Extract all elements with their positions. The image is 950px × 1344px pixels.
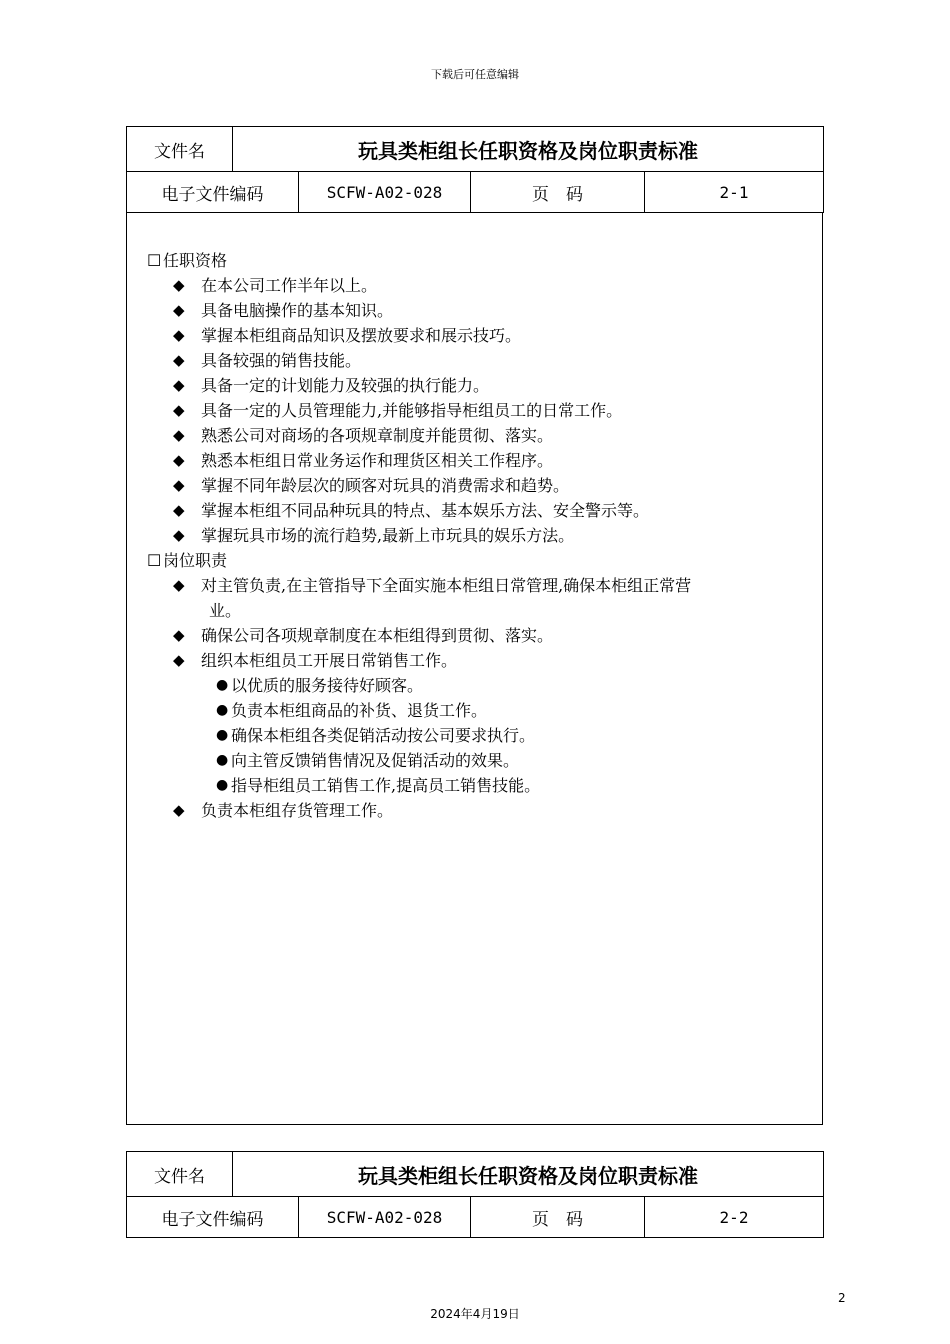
- list-item: ● 指导柜组员工销售工作,提高员工销售技能。: [147, 773, 807, 798]
- list-item: ● 确保本柜组各类促销活动按公司要求执行。: [147, 723, 807, 748]
- list-item: ◆ 熟悉公司对商场的各项规章制度并能贯彻、落实。: [147, 423, 807, 448]
- qualifications-heading: ☐ 任职资格: [147, 248, 807, 273]
- list-item: ◆ 组织本柜组员工开展日常销售工作。: [147, 648, 807, 673]
- duties-list-end: [147, 798, 807, 823]
- code-label: 电子文件编码: [127, 172, 299, 213]
- list-item: ◆ 负责本柜组存货管理工作。: [147, 798, 807, 823]
- list-item: ◆ 对主管负责,在主管指导下全面实施本柜组日常管理,确保本柜组正常营 业。: [147, 573, 807, 623]
- page-label: 页 码: [471, 1197, 645, 1238]
- diamond-icon: ◆: [173, 451, 185, 469]
- diamond-icon: ◆: [173, 626, 185, 644]
- diamond-icon: ◆: [173, 351, 185, 369]
- diamond-icon: ◆: [173, 476, 185, 494]
- diamond-icon: ◆: [173, 501, 185, 519]
- page-number: 2: [838, 1291, 846, 1305]
- code-value: SCFW-A02-028: [299, 1197, 471, 1238]
- list-item: ● 向主管反馈销售情况及促销活动的效果。: [147, 748, 807, 773]
- duties-heading: ☐ 岗位职责: [147, 548, 807, 573]
- code-label: 电子文件编码: [127, 1197, 299, 1238]
- list-item: ● 负责本柜组商品的补货、退货工作。: [147, 698, 807, 723]
- list-item: ◆ 具备电脑操作的基本知识。: [147, 298, 807, 323]
- list-item: ◆ 掌握不同年龄层次的顾客对玩具的消费需求和趋势。: [147, 473, 807, 498]
- checkbox-icon: ☐: [147, 551, 162, 570]
- diamond-icon: ◆: [173, 526, 185, 544]
- diamond-icon: ◆: [173, 426, 185, 444]
- header-note: 下载后可任意编辑: [431, 68, 519, 81]
- checkbox-icon: ☐: [147, 251, 162, 270]
- duties-list: [147, 573, 807, 673]
- list-item: ◆ 掌握本柜组商品知识及摆放要求和展示技巧。: [147, 323, 807, 348]
- document-title: 玩具类柜组长任职资格及岗位职责标准: [233, 1152, 824, 1197]
- document-title: 玩具类柜组长任职资格及岗位职责标准: [233, 127, 824, 172]
- diamond-icon: ◆: [173, 801, 185, 819]
- code-value: SCFW-A02-028: [299, 172, 471, 213]
- file-name-label: 文件名: [127, 127, 233, 172]
- diamond-icon: ◆: [173, 576, 185, 594]
- file-name-label: 文件名: [127, 1152, 233, 1197]
- diamond-icon: ◆: [173, 276, 185, 294]
- diamond-icon: ◆: [173, 301, 185, 319]
- list-item: ◆ 具备较强的销售技能。: [147, 348, 807, 373]
- diamond-icon: ◆: [173, 326, 185, 344]
- document-header-table-2: [126, 1151, 824, 1238]
- bullet-dot-icon: ●: [216, 677, 229, 693]
- page-label: 页 码: [471, 172, 645, 213]
- list-item: ◆ 在本公司工作半年以上。: [147, 273, 807, 298]
- page-value: 2-2: [645, 1197, 824, 1238]
- list-item: ● 以优质的服务接待好顾客。: [147, 673, 807, 698]
- list-item: ◆ 掌握本柜组不同品种玩具的特点、基本娱乐方法、安全警示等。: [147, 498, 807, 523]
- bullet-dot-icon: ●: [216, 777, 229, 793]
- diamond-icon: ◆: [173, 401, 185, 419]
- qualifications-list: [147, 273, 807, 548]
- document-body: [126, 212, 823, 1125]
- bullet-dot-icon: ●: [216, 727, 229, 743]
- list-item: ◆ 熟悉本柜组日常业务运作和理货区相关工作程序。: [147, 448, 807, 473]
- list-item: ◆ 具备一定的计划能力及较强的执行能力。: [147, 373, 807, 398]
- diamond-icon: ◆: [173, 376, 185, 394]
- document-header-table: [126, 126, 824, 213]
- list-item: ◆ 确保公司各项规章制度在本柜组得到贯彻、落实。: [147, 623, 807, 648]
- bullet-dot-icon: ●: [216, 752, 229, 768]
- list-item: ◆ 掌握玩具市场的流行趋势,最新上市玩具的娱乐方法。: [147, 523, 807, 548]
- sales-work-sublist: [147, 673, 807, 798]
- bullet-dot-icon: ●: [216, 702, 229, 718]
- footer-date: 2024年4月19日: [430, 1307, 520, 1321]
- diamond-icon: ◆: [173, 651, 185, 669]
- list-item: ◆ 具备一定的人员管理能力,并能够指导柜组员工的日常工作。: [147, 398, 807, 423]
- page-value: 2-1: [645, 172, 824, 213]
